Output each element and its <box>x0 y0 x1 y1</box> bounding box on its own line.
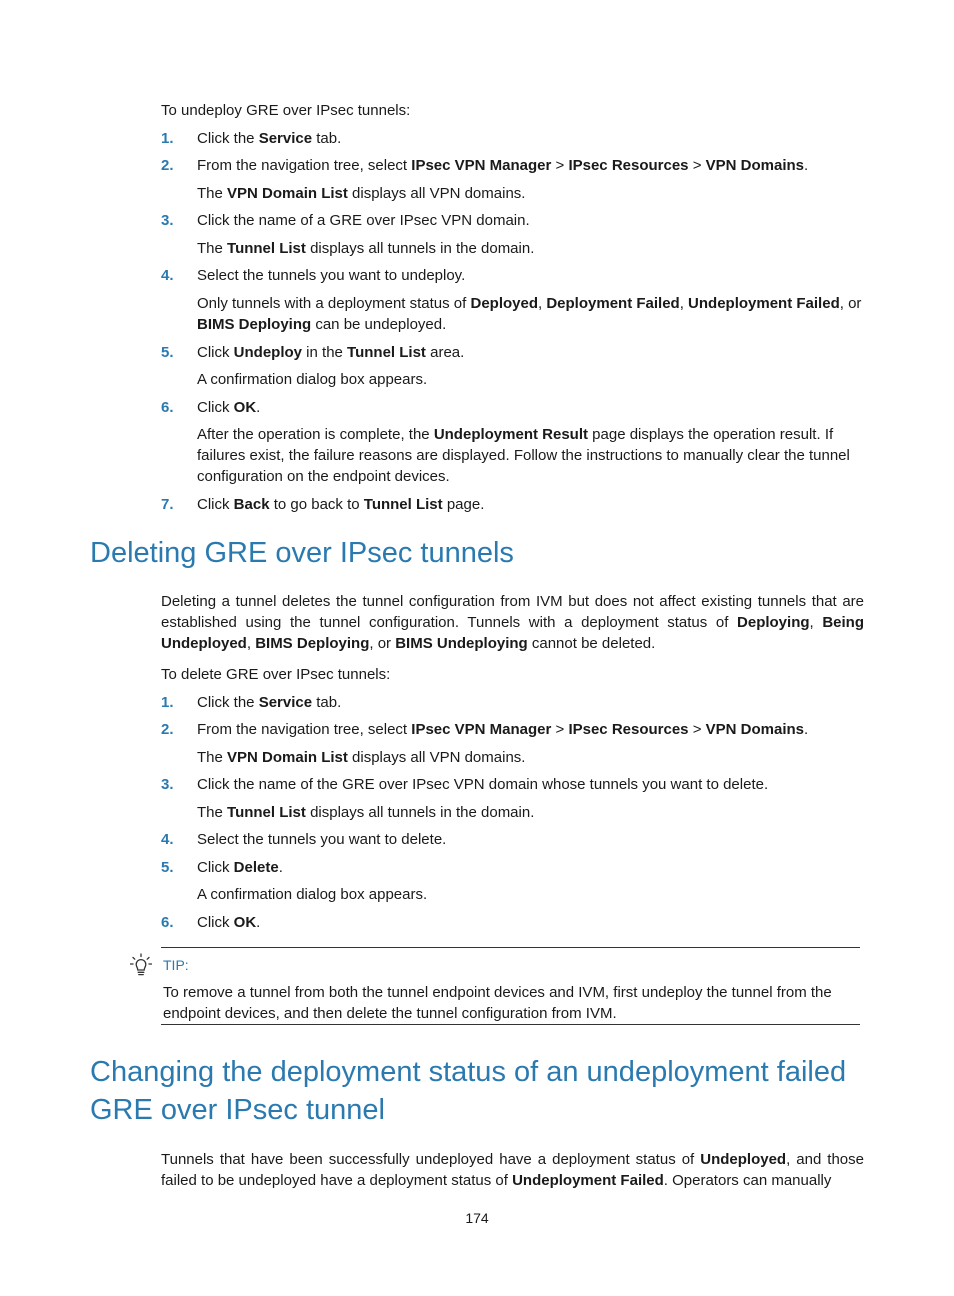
step-text: Select the tunnels you want to undeploy. <box>197 267 466 284</box>
step-note: A confirmation dialog box appears. <box>197 371 428 388</box>
step-number: 4. <box>161 267 174 284</box>
delete-intro: To delete GRE over IPsec tunnels: <box>161 666 391 683</box>
lightbulb-icon <box>130 953 152 977</box>
step-number: 6. <box>161 914 174 931</box>
step-text: Click the Service tab. <box>197 130 342 147</box>
step-note: The VPN Domain List displays all VPN domains. <box>197 749 526 766</box>
step-note: After the operation is complete, the Undeployment Result page displays the operation result. If failures exist, the failure reasons are displayed. Follow the instructions to manually clear the tunnel configuration on the endpoint devices. <box>197 426 850 485</box>
step-text: Click OK. <box>197 399 261 416</box>
undeploy-intro: To undeploy GRE over IPsec tunnels: <box>161 102 411 119</box>
step-note: Only tunnels with a deployment status of Deployed, Deployment Failed, Undeployment Failed, or BIMS Deploying can be undeployed. <box>197 295 862 333</box>
step-text: Click the Service tab. <box>197 694 342 711</box>
step-text: Click Delete. <box>197 859 283 876</box>
page-number: 174 <box>465 1210 489 1226</box>
step-number: 5. <box>161 859 174 876</box>
section-heading-deleting: Deleting GRE over IPsec tunnels <box>90 537 514 569</box>
step-note: The Tunnel List displays all tunnels in the domain. <box>197 240 535 257</box>
step-number: 3. <box>161 212 174 229</box>
delete-paragraph: Deleting a tunnel deletes the tunnel configuration from IVM but does not affect existing tunnels that are established using the tunnel configuration. Tunnels with a deployment status of Deploying, Being Undeployed, BIMS Deploying, or BIMS Undeploying cannot be deleted. <box>161 593 864 652</box>
step-number: 7. <box>161 496 174 513</box>
step-number: 1. <box>161 130 174 147</box>
step-text: Click the name of the GRE over IPsec VPN domain whose tunnels you want to delete. <box>197 776 769 793</box>
tip-text: To remove a tunnel from both the tunnel endpoint devices and IVM, first undeploy the tunnel from the endpoint devices, and then delete the tunnel configuration from IVM. <box>163 984 832 1022</box>
section-heading-changing: Changing the deployment status of an undeployment failed GRE over IPsec tunnel <box>90 1056 847 1126</box>
step-text: Click Undeploy in the Tunnel List area. <box>197 344 465 361</box>
step-note: The Tunnel List displays all tunnels in the domain. <box>197 804 535 821</box>
tip-top-rule <box>161 947 860 948</box>
step-text: Select the tunnels you want to delete. <box>197 831 447 848</box>
step-note: The VPN Domain List displays all VPN domains. <box>197 185 526 202</box>
step-number: 3. <box>161 776 174 793</box>
tip-bottom-rule <box>161 1024 860 1025</box>
step-text: Click the name of a GRE over IPsec VPN domain. <box>197 212 530 229</box>
step-text: Click Back to go back to Tunnel List page. <box>197 496 485 513</box>
step-number: 6. <box>161 399 174 416</box>
step-number: 4. <box>161 831 174 848</box>
step-text: From the navigation tree, select IPsec VPN Manager > IPsec Resources > VPN Domains. <box>197 157 809 174</box>
step-number: 2. <box>161 721 174 738</box>
step-text: Click OK. <box>197 914 261 931</box>
step-text: From the navigation tree, select IPsec VPN Manager > IPsec Resources > VPN Domains. <box>197 721 809 738</box>
tip-label: TIP: <box>163 957 189 973</box>
step-number: 1. <box>161 694 174 711</box>
step-number: 2. <box>161 157 174 174</box>
step-number: 5. <box>161 344 174 361</box>
change-paragraph: Tunnels that have been successfully undeployed have a deployment status of Undeployed, and those failed to be undeployed have a deployment status of Undeployment Failed. Operators can manually <box>161 1151 864 1189</box>
step-note: A confirmation dialog box appears. <box>197 886 428 903</box>
